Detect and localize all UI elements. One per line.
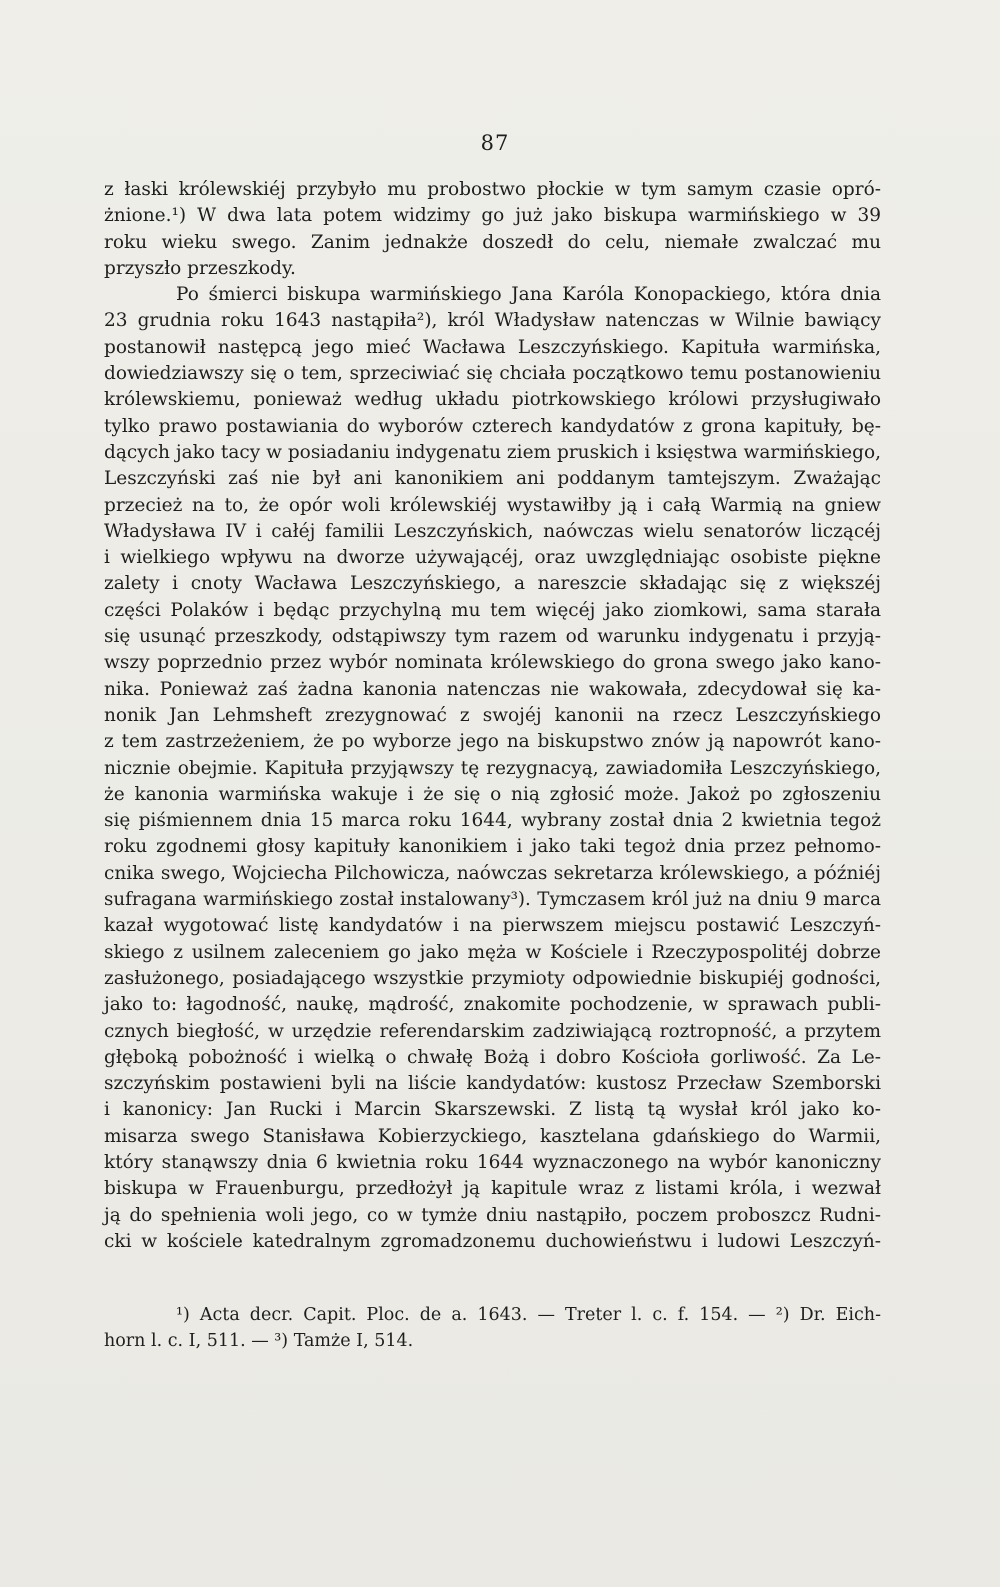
text-line: cznych biegłość, w urzędzie referendarskim zadziwiającą roztropność, a przytem bbox=[104, 1020, 881, 1042]
text-line: przecież na to, że opór woli królewskiéj wystawiłby ją i całą Warmią na gniew bbox=[104, 494, 881, 516]
text-line: sufragana warmińskiego został instalowany³). Tymczasem król już na dniu 9 marca bbox=[104, 889, 881, 911]
footnote-line: ¹) Acta decr. Capit. Ploc. de a. 1643. — Treter l. c. f. 154. — ²) Dr. Eich- bbox=[176, 1305, 881, 1325]
text-line: głęboką pobożność i wielką o chwałę Bożą i dobro Kościoła gorliwość. Za Le- bbox=[104, 1046, 881, 1068]
text-line: skiego z usilnem zaleceniem go jako męża w Kościele i Rzeczypospolitéj dobrze bbox=[104, 941, 881, 963]
footnotes bbox=[104, 1302, 881, 1354]
text-line: Władysława IV i całéj familii Leszczyńskich, naówczas wielu senatorów liczącéj bbox=[104, 520, 881, 542]
text-line: Leszczyński zaś nie był ani kanonikiem ani poddanym tamtejszym. Zważając bbox=[104, 468, 881, 490]
text-line: roku zgodnemi głosy kapituły kanonikiem i jako taki tegoż dnia przez pełnomo- bbox=[104, 836, 881, 858]
text-line: ją do spełnienia woli jego, co w tymże dniu nastąpiło, poczem proboszcz Rudni- bbox=[104, 1204, 881, 1226]
text-line: misarza swego Stanisława Kobierzyckiego, kasztelana gdańskiego do Warmii, bbox=[104, 1125, 881, 1147]
text-line: z tem zastrzeżeniem, że po wyborze jego na biskupstwo znów ją napowrót kano- bbox=[104, 731, 881, 753]
text-line: dowiedziawszy się o tem, sprzeciwiać się chciała początkowo temu postanowieniu bbox=[104, 363, 881, 385]
text-line: kazał wygotować listę kandydatów i na pierwszem miejscu postawić Leszczyń- bbox=[104, 915, 881, 937]
footnote-line: horn l. c. I, 511. — ³) Tamże I, 514. bbox=[104, 1331, 414, 1351]
body-text bbox=[104, 177, 881, 1255]
text-line: roku wieku swego. Zanim jednakże doszedł do celu, niemałe zwalczać mu bbox=[104, 231, 881, 253]
text-line: biskupa w Frauenburgu, przedłożył ją kapitule wraz z listami króla, i wezwał bbox=[104, 1178, 881, 1200]
text-line: postanowił następcą jego mieć Wacława Leszczyńskiego. Kapituła warmińska, bbox=[104, 336, 881, 358]
text-line: z łaski królewskiéj przybyło mu probostwo płockie w tym samym czasie opró- bbox=[104, 179, 881, 200]
text-line: nika. Ponieważ zaś żadna kanonia natenczas nie wakowała, zdecydował się ka- bbox=[104, 678, 881, 700]
text-line: się usunąć przeszkody, odstąpiwszy tym razem od warunku indygenatu i przyją- bbox=[104, 626, 881, 648]
text-line: i wielkiego wpływu na dworze używającéj, oraz uwzględniając osobiste piękne bbox=[104, 547, 881, 569]
text-line: cnika swego, Wojciecha Pilchowicza, naówczas sekretarza królewskiego, a późniéj bbox=[104, 862, 881, 884]
text-line: przyszło przeszkody. bbox=[104, 257, 296, 279]
page-number bbox=[0, 131, 1000, 155]
page-number-text: 87 bbox=[480, 131, 510, 155]
text-line: się piśmiennem dnia 15 marca roku 1644, wybrany został dnia 2 kwietnia tegoż bbox=[104, 810, 881, 832]
text-line: który stanąwszy dnia 6 kwietnia roku 1644 wyznaczonego na wybór kanoniczny bbox=[104, 1151, 881, 1173]
text-line: Po śmierci biskupa warmińskiego Jana Karóla Konopackiego, która dnia bbox=[176, 284, 881, 306]
text-line: zasłużonego, posiadającego wszystkie przymioty odpowiednie biskupiéj godności, bbox=[104, 967, 881, 989]
text-line: zalety i cnoty Wacława Leszczyńskiego, a nareszcie składając się z większéj bbox=[104, 573, 881, 595]
text-line: dących jako tacy w posiadaniu indygenatu ziem pruskich i księstwa warmińskiego, bbox=[104, 441, 881, 463]
text-line: jako to: łagodność, naukę, mądrość, znakomite pochodzenie, w sprawach publi- bbox=[104, 994, 881, 1016]
text-line: królewskiemu, ponieważ według układu piotrkowskiego królowi przysługiwało bbox=[104, 389, 881, 411]
text-line: nicznie obejmie. Kapituła przyjąwszy tę rezygnacyą, zawiadomiła Leszczyńskiego, bbox=[104, 757, 881, 779]
text-line: że kanonia warmińska wakuje i że się o nią zgłosić może. Jakoż po zgłoszeniu bbox=[104, 783, 881, 805]
text-line: żnione.¹) W dwa lata potem widzimy go już jako biskupa warmińskiego w 39 bbox=[104, 205, 881, 227]
text-line: 23 grudnia roku 1643 nastąpiła²), król Władysław natenczas w Wilnie bawiący bbox=[104, 310, 881, 332]
text-line: i kanonicy: Jan Rucki i Marcin Skarszewski. Z listą tą wysłał król jako ko- bbox=[104, 1099, 881, 1121]
text-line: nonik Jan Lehmsheft zrezygnować z swojéj kanonii na rzecz Leszczyńskiego bbox=[104, 704, 881, 726]
text-line: części Polaków i będąc przychylną mu tem więcéj jako ziomkowi, sama starała bbox=[104, 599, 881, 621]
text-line: wszy poprzednio przez wybór nominata królewskiego do grona swego jako kano- bbox=[104, 652, 881, 674]
text-line: tylko prawo postawiania do wyborów czterech kandydatów z grona kapituły, bę- bbox=[104, 415, 881, 437]
text-line: cki w kościele katedralnym zgromadzonemu duchowieństwu i ludowi Leszczyń- bbox=[104, 1230, 881, 1252]
text-line: szczyńskim postawieni byli na liście kandydatów: kustosz Przecław Szemborski bbox=[104, 1073, 881, 1095]
